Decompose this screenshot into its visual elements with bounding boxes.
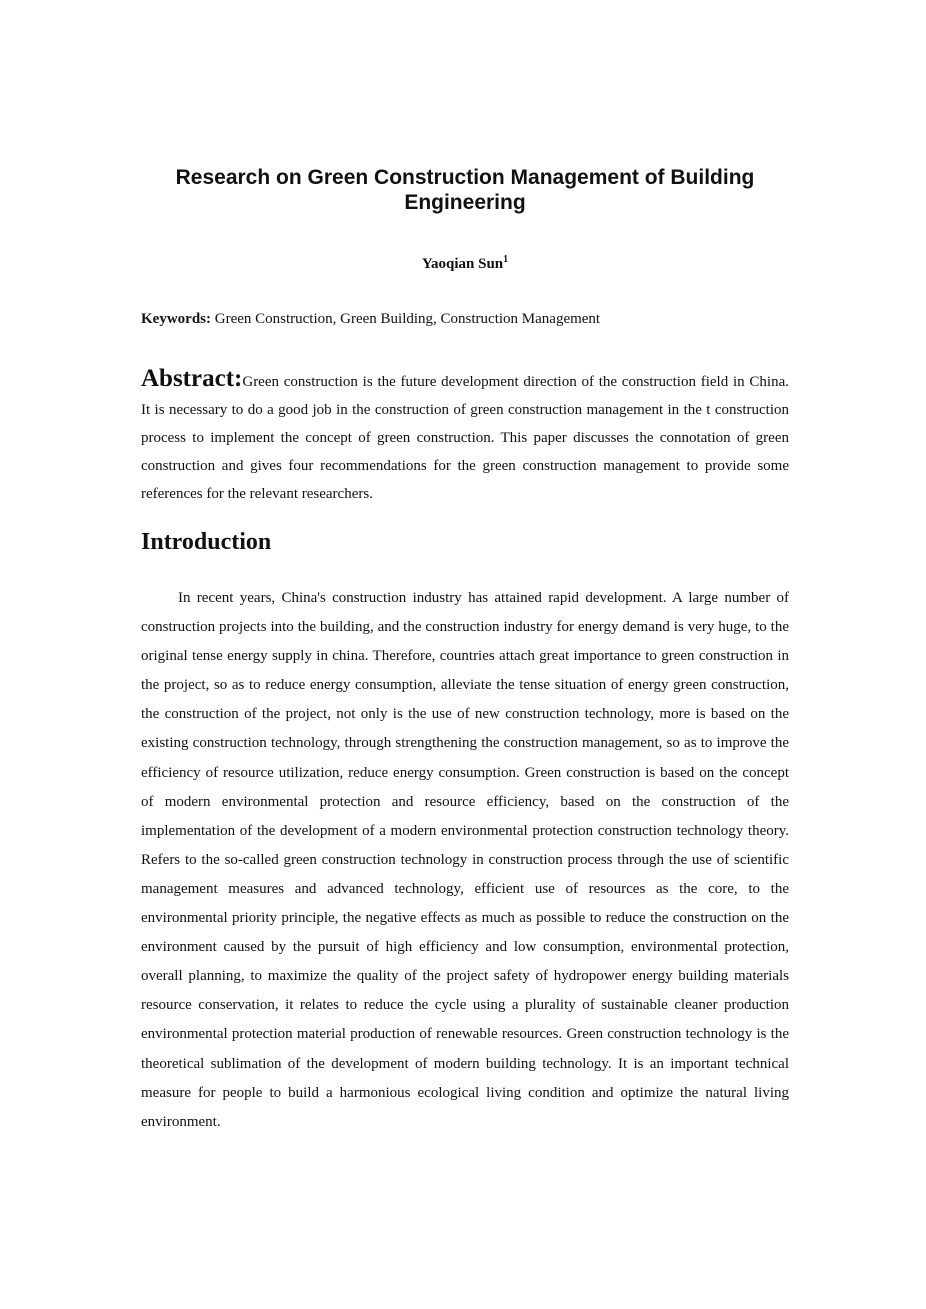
introduction-paragraph: In recent years, China's construction industry has attained rapid development. A large number of construction projects into the building, and the construction industry for energy demand is very huge, to the original tense energy supply in china. Therefore, countries attach great importance to green construction in the project, so as to reduce energy consumption, alleviate the tense situation of energy green construction, the construction of the project, not only is the use of new construction technology, more is based on the existing construction technology, through strengthening the construction management, so as to improve the efficiency of resource utilization, reduce energy consumption. Green construction is based on the concept of modern environmental protection and resource efficiency, based on the construction of the implementation of the development of a modern environmental protection construction technology theory. Refers to the so-called green construction technology in construction process through the use of scientific management measures and advanced technology, efficient use of resources as the core, to the environmental priority principle, the negative effects as much as possible to reduce the construction on the environment caused by the pursuit of high efficiency and low consumption, environmental protection, overall planning, to maximize the quality of the project safety of hydropower energy building materials resource conservation, it relates to reduce the cycle using a plurality of sustainable cleaner production environmental protection material production of renewable resources. Green construction technology is the theoretical sublimation of the development of modern building technology. It is an important technical measure for people to build a harmonious ecological living condition and optimize the natural living environment. bbox=[141, 590, 789, 1130]
keywords-text: Green Construction, Green Building, Construction Management bbox=[214, 311, 601, 327]
abstract-paragraph bbox=[141, 365, 789, 508]
author-affiliation-mark: 1 bbox=[503, 254, 509, 265]
keywords-line bbox=[141, 309, 789, 329]
abstract-label: Abstract: bbox=[141, 365, 243, 392]
author-line bbox=[141, 254, 789, 274]
keywords-label: Keywords: bbox=[141, 311, 211, 327]
section-heading-introduction: Introduction bbox=[141, 529, 272, 555]
author-name: Yaoqian Sun bbox=[421, 256, 504, 272]
paper-title: Research on Green Construction Management of Building Engineering bbox=[175, 166, 755, 214]
abstract-text: Green construction is the future development direction of the construction field in China. It is necessary to do a good job in the construction of green construction management in the t construction process to implement the concept of green construction. This paper discusses the connotation of green construction and gives four recommendations for the green construction management to provide some references for the relevant researchers. bbox=[141, 374, 789, 502]
